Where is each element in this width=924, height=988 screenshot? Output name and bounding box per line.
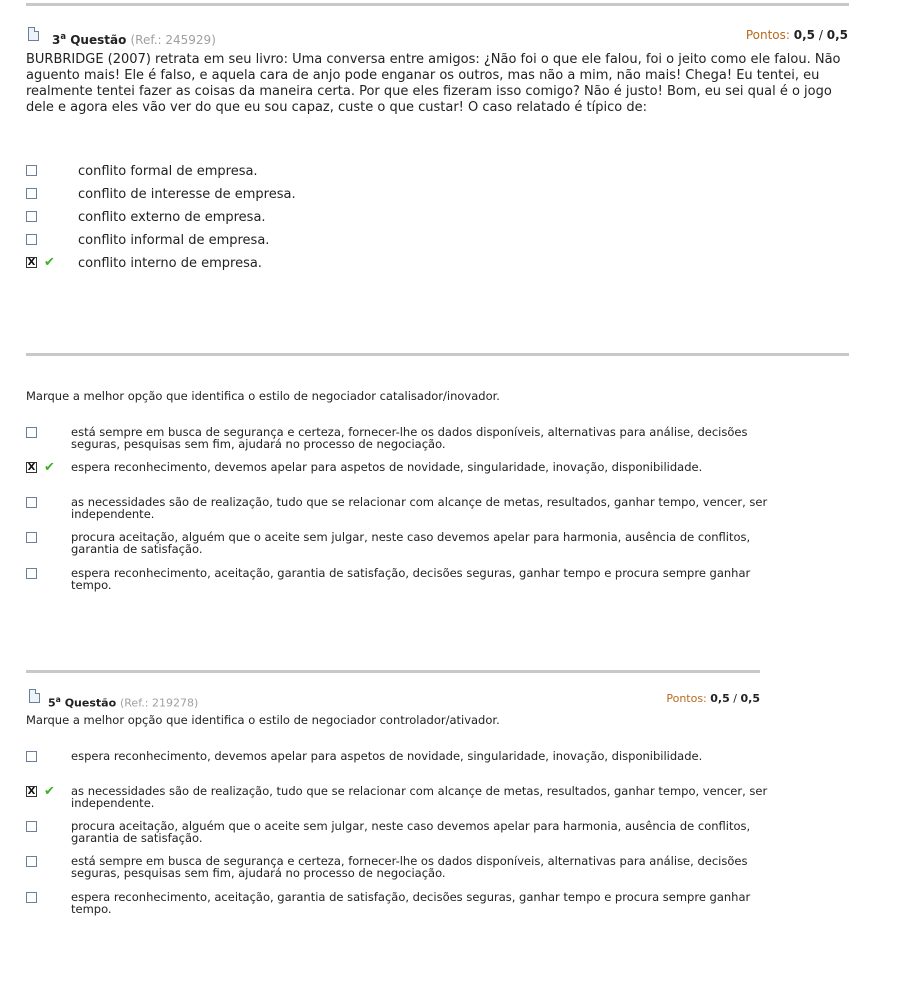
option-row: [26, 426, 786, 452]
option-checkbox[interactable]: [26, 165, 37, 176]
option-row: [26, 210, 846, 228]
correct-check-icon: ✔: [44, 255, 55, 270]
question-stem: BURBRIDGE (2007) retrata em seu livro: Uma conversa entre amigos: ¿Não foi o que ele falou, foi o jeito como ele falou. Não aguento mais! Ele é falso, e aquela cara de anjo pode enganar os outros, mas não a mim, não mais! Chega! Eu tentei, eu realmente tentei fazer as coisas da maneira certa. Por que eles fizeram isso comigo? Não é justo! Bom, eu sei qual é o jogo dele e agora eles vão ver do que eu sou capaz, custe o que custar! O caso relatado é típico de:: [26, 52, 841, 115]
option-text[interactable]: conflito informal de empresa.: [78, 233, 270, 248]
option-checkbox-checked[interactable]: X: [27, 786, 36, 797]
section-divider: [26, 353, 849, 356]
section-divider: [26, 670, 760, 673]
top-divider: [26, 3, 849, 6]
option-checkbox[interactable]: [26, 568, 37, 579]
option-text[interactable]: procura aceitação, alguém que o aceite sem julgar, neste caso devemos apelar para harmonia, ausência de conflitos, garantia de satisfação.: [71, 819, 751, 845]
option-text[interactable]: conflito interno de empresa.: [78, 256, 262, 271]
option-row: [26, 233, 846, 251]
option-row: [26, 496, 786, 522]
document-icon: [29, 689, 40, 703]
option-row: [26, 461, 786, 487]
question-stem: Marque a melhor opção que identifica o estilo de negociador catalisador/inovador.: [26, 389, 500, 403]
option-text[interactable]: as necessidades são de realização, tudo que se relacionar com alcançe de metas, resultados, ganhar tempo, vencer, ser independente.: [71, 784, 768, 810]
option-row: [26, 567, 786, 593]
option-text[interactable]: está sempre em busca de segurança e certeza, fornecer-lhe os dados disponíveis, alternativas para análise, decisões seguras, pesquisas sem fim, ajudará no processo de negociação.: [71, 854, 748, 880]
question-title: 5$^a$ Questão (Ref.: 219278): [48, 695, 199, 710]
question-title: 3$^a$ Questão (Ref.: 245929): [52, 31, 216, 47]
option-row: [26, 820, 786, 846]
question-ref: (Ref.: 245929): [130, 33, 216, 47]
question-stem: Marque a melhor opção que identifica o estilo de negociador controlador/ativador.: [26, 713, 500, 727]
option-row: [26, 855, 786, 881]
option-row: [26, 256, 846, 274]
option-checkbox[interactable]: [26, 211, 37, 222]
option-text[interactable]: conflito formal de empresa.: [78, 164, 258, 179]
option-text[interactable]: conflito externo de empresa.: [78, 210, 266, 225]
question-ref: (Ref.: 219278): [119, 696, 199, 710]
option-checkbox[interactable]: [26, 188, 37, 199]
option-checkbox[interactable]: [26, 821, 37, 832]
option-row: [26, 187, 846, 205]
option-text[interactable]: espera reconhecimento, devemos apelar para aspetos de novidade, singularidade, inovação, disponibilidade.: [71, 460, 703, 474]
option-text[interactable]: conflito de interesse de empresa.: [78, 187, 296, 202]
option-row: [26, 164, 846, 182]
option-row: [26, 750, 786, 776]
option-text[interactable]: espera reconhecimento, aceitação, garantia de satisfação, decisões seguras, ganhar tempo e procura sempre ganhar tempo.: [71, 566, 751, 592]
option-checkbox[interactable]: [26, 892, 37, 903]
option-row: [26, 531, 786, 557]
option-text[interactable]: espera reconhecimento, devemos apelar para aspetos de novidade, singularidade, inovação, disponibilidade.: [71, 749, 703, 763]
option-checkbox[interactable]: [26, 751, 37, 762]
option-text[interactable]: procura aceitação, alguém que o aceite sem julgar, neste caso devemos apelar para harmonia, ausência de conflitos, garantia de satisfação.: [71, 530, 751, 556]
option-row: [26, 891, 786, 917]
document-icon: [28, 27, 39, 41]
points: Pontos: 0,5 / 0,5: [666, 692, 760, 705]
correct-check-icon: ✔: [44, 784, 55, 799]
option-checkbox[interactable]: [26, 856, 37, 867]
correct-check-icon: ✔: [44, 460, 55, 475]
option-text[interactable]: está sempre em busca de segurança e certeza, fornecer-lhe os dados disponíveis, alternativas para análise, decisões seguras, pesquisas sem fim, ajudará no processo de negociação.: [71, 425, 748, 451]
option-checkbox-checked[interactable]: X: [27, 257, 36, 268]
points: Pontos: 0,5 / 0,5: [745, 28, 848, 42]
option-text[interactable]: as necessidades são de realização, tudo que se relacionar com alcançe de metas, resultados, ganhar tempo, vencer, ser independente.: [71, 495, 768, 521]
option-checkbox[interactable]: [26, 234, 37, 245]
option-checkbox-checked[interactable]: X: [27, 462, 36, 473]
option-checkbox[interactable]: [26, 532, 37, 543]
option-text[interactable]: espera reconhecimento, aceitação, garantia de satisfação, decisões seguras, ganhar tempo e procura sempre ganhar tempo.: [71, 890, 751, 916]
option-row: [26, 785, 786, 811]
option-checkbox[interactable]: [26, 427, 37, 438]
option-checkbox[interactable]: [26, 497, 37, 508]
